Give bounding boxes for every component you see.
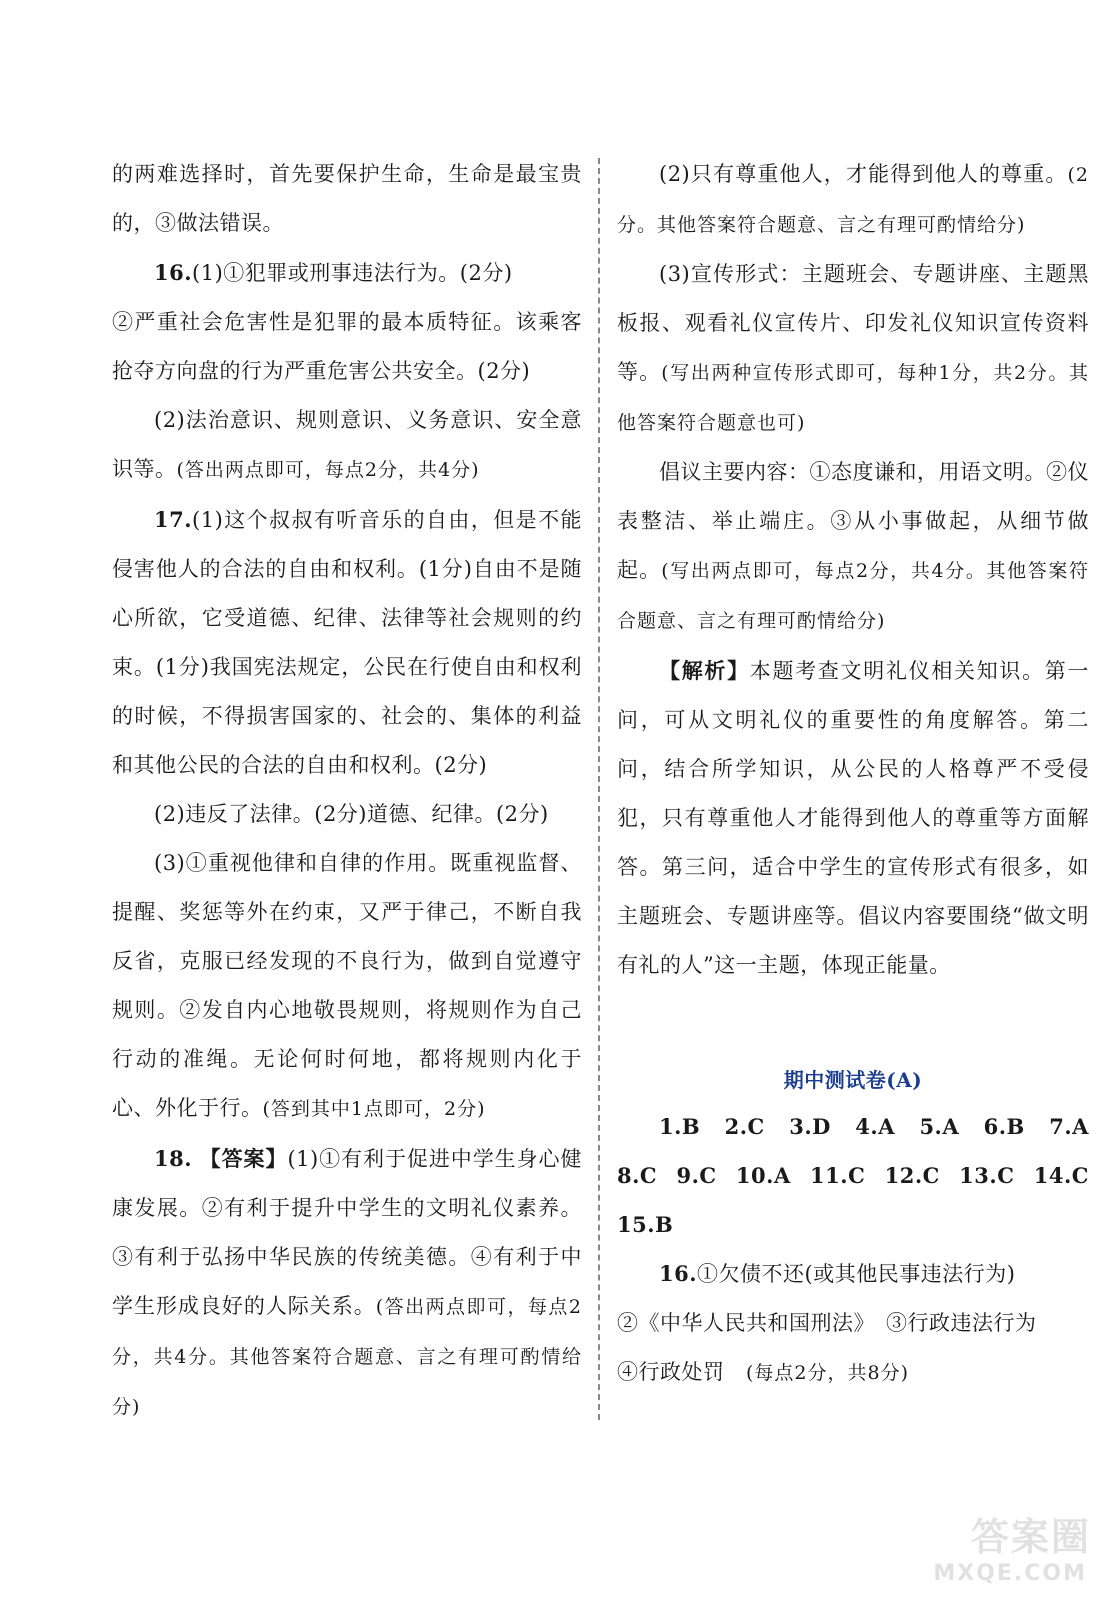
q17-part2: (2)违反了法律。(2分)道德、纪律。(2分) bbox=[154, 802, 549, 826]
answer-row-2 bbox=[617, 1151, 1089, 1200]
q18-proposal: 倡议主要内容：①态度谦和，用语文明。②仪表整洁、举止端庄。③从小事做起，从细节做起。(写出两点即可，每点2分，共4分。其他答案符合题意、言之有理可酌情给分) bbox=[617, 460, 1090, 632]
answer-tag: 【答案】 bbox=[199, 1146, 288, 1171]
answer-item: 5.A bbox=[919, 1114, 960, 1139]
answer-item: 12.C bbox=[884, 1163, 940, 1188]
answer-row-1 bbox=[617, 1102, 1089, 1151]
column-divider bbox=[598, 158, 600, 1420]
q18-number: 18. bbox=[154, 1146, 193, 1171]
q16-part1-explain: ②严重社会危害性是犯罪的最本质特征。该乘客抢夺方向盘的行为严重危害公共安全。(2分) bbox=[112, 310, 582, 383]
answer-item: 3.D bbox=[789, 1114, 831, 1139]
watermark-text: 答案圈 bbox=[970, 1515, 1091, 1559]
q17-number: 17. bbox=[154, 507, 193, 532]
q16-part1: 16.(1)①犯罪或刑事违法行为。(2分) bbox=[154, 260, 513, 285]
analysis: 【解析】本题考查文明礼仪相关知识。第一问，可从文明礼仪的重要性的角度解答。第二问，结合所学知识，从公民的人格尊严不受侵犯，只有尊重他人才能得到他人的尊重等方面解答。第三问，适合中学生的宣传形式有很多，如主题班会、专题讲座等。倡议内容要围绕“做文明有礼的人”这一主题，体现正能量。 bbox=[617, 658, 1090, 977]
answer-item: 8.C bbox=[617, 1163, 658, 1188]
answer-item: 6.B bbox=[983, 1114, 1025, 1139]
q16-part2: (2)法治意识、规则意识、义务意识、安全意识等。(答出两点即可，每点2分，共4分) bbox=[112, 408, 582, 481]
answer-item: 10.A bbox=[735, 1163, 791, 1188]
continuation-paragraph: 的两难选择时，首先要保护生命，生命是最宝贵的，③做法错误。 bbox=[112, 162, 582, 235]
q18-part3: (3)宣传形式：主题班会、专题讲座、主题黑板报、观看礼仪宣传片、印发礼仪知识宣传资料等。(写出两种宣传形式即可，每种1分，共2分。其他答案符合题意也可) bbox=[617, 262, 1090, 434]
answer-item: 1.B bbox=[659, 1114, 701, 1139]
watermark-logo bbox=[921, 1506, 1091, 1586]
exam-q16-line3: ④行政处罚 (每点2分，共8分) bbox=[617, 1360, 910, 1384]
exam-q16-line1: 16.①欠债不还(或其他民事违法行为) bbox=[659, 1261, 1016, 1286]
answer-item: 15.B bbox=[617, 1212, 674, 1237]
answer-item: 2.C bbox=[724, 1114, 765, 1139]
answer-key bbox=[617, 1102, 1089, 1249]
q17-part1: 17.(1)这个叔叔有听音乐的自由，但是不能侵害他人的合法的自由和权利。(1分)自由不是随心所欲，它受道德、纪律、法律等社会规则的约束。(1分)我国宪法规定，公民在行使自由和权利的时候，不得损害国家的、社会的、集体的利益和其他公民的合法的自由和权利。(2分) bbox=[112, 507, 582, 777]
answer-item: 13.C bbox=[959, 1163, 1015, 1188]
q17-part3: (3)①重视他律和自律的作用。既重视监督、提醒、奖惩等外在约束，又严于律己，不断自我反省，克服已经发现的不良行为，做到自觉遵守规则。②发自内心地敬畏规则，将规则作为自己行动的准绳。无论何时何地，都将规则内化于心、外化于行。(答到其中1点即可，2分) bbox=[112, 851, 582, 1120]
right-column bbox=[617, 150, 1089, 1398]
answer-item: 9.C bbox=[676, 1163, 717, 1188]
q16-number: 16. bbox=[154, 260, 193, 285]
exam-q16-number: 16. bbox=[659, 1261, 698, 1286]
answer-item: 7.A bbox=[1049, 1114, 1089, 1139]
answer-item: 14.C bbox=[1033, 1163, 1089, 1188]
left-column bbox=[112, 150, 582, 1432]
watermark-url: MXQE.COM bbox=[933, 1561, 1087, 1586]
answer-row-3 bbox=[617, 1200, 1089, 1249]
analysis-tag: 【解析】 bbox=[659, 658, 750, 683]
section-title: 期中测试卷(A) bbox=[783, 1068, 923, 1092]
exam-q16-line2: ②《中华人民共和国刑法》 ③行政违法行为 bbox=[617, 1311, 1037, 1335]
q18-part2: (2)只有尊重他人，才能得到他人的尊重。(2分。其他答案符合题意、言之有理可酌情给分) bbox=[617, 162, 1089, 236]
q18-answer: 18. 【答案】(1)①有利于促进中学生身心健康发展。②有利于提升中学生的文明礼仪素养。③有利于弘扬中华民族的传统美德。④有利于中学生形成良好的人际关系。(答出两点即可，每点2分，共4分。其他答案符合题意、言之有理可酌情给分) bbox=[112, 1146, 583, 1418]
answer-item: 11.C bbox=[810, 1163, 866, 1188]
answer-item: 4.A bbox=[855, 1114, 895, 1139]
